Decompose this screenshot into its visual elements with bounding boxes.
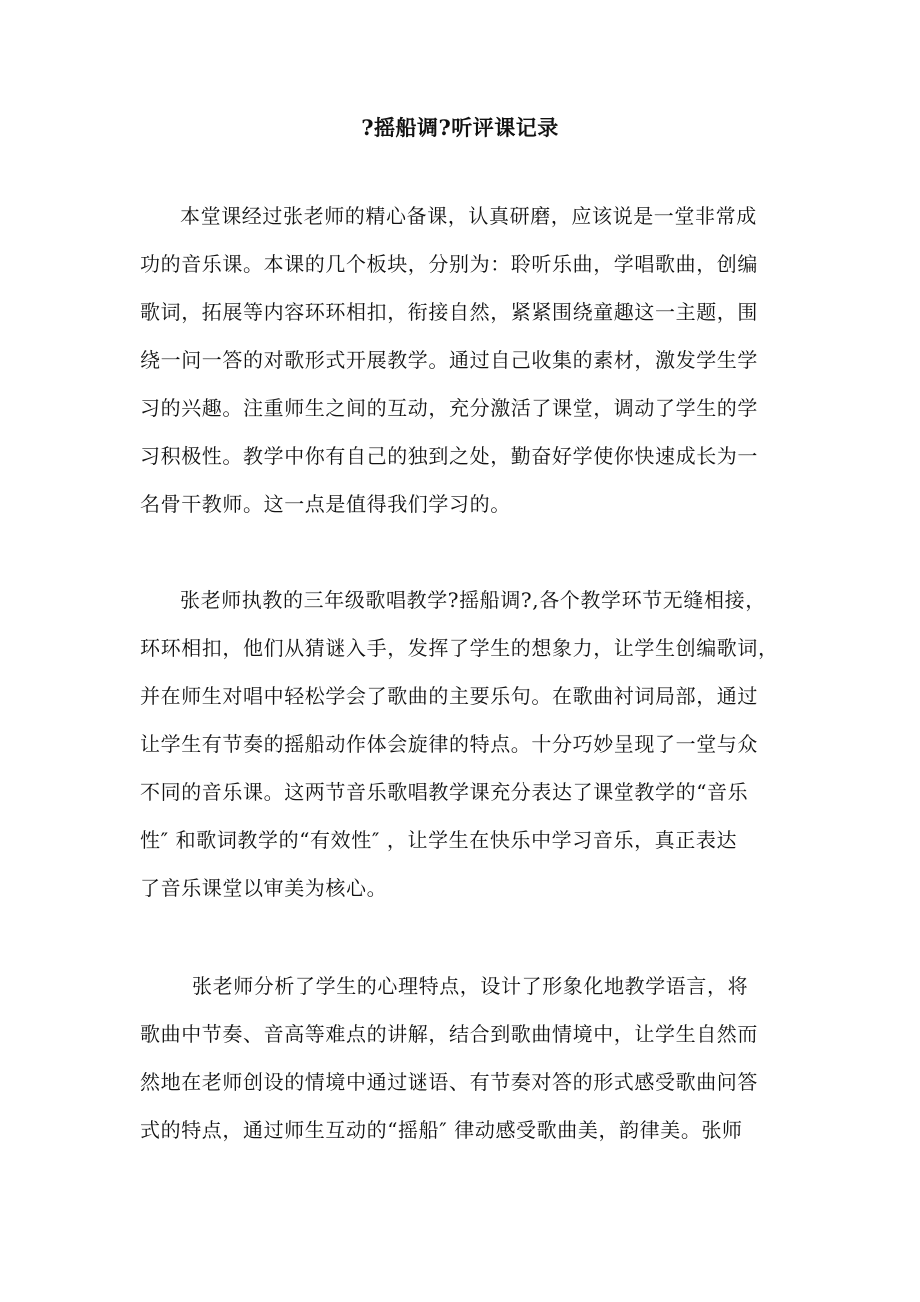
paragraph-line: 不同的音乐课。这两节音乐歌唱教学课充分表达了课堂教学的“音乐 xyxy=(140,780,749,804)
paragraph-line: 了音乐课堂以审美为核心。 xyxy=(140,876,388,900)
paragraph-line: 然地在老师创设的情境中通过谜语、有节奏对答的形式感受歌曲问答 xyxy=(140,1070,758,1094)
paragraph-2 xyxy=(140,576,800,912)
paragraph-line: 绕一问一答的对歌形式开展教学。通过自己收集的素材，激发学生学 xyxy=(140,348,758,372)
paragraph-line: 本堂课经过张老师的精心备课，认真研磨，应该说是一堂非常成 xyxy=(180,204,757,228)
paragraph-line: 张老师分析了学生的心理特点，设计了形象化地教学语言，将 xyxy=(192,974,749,998)
paragraph-line: 环环相扣，他们从猜谜入手，发挥了学生的想象力，让学生创编歌词， xyxy=(140,636,779,660)
paragraph-line: 性″ 和歌词教学的“有效性″ ，让学生在快乐中学习音乐，真正表达 xyxy=(140,828,738,852)
paragraph-3 xyxy=(140,962,800,1154)
document-title: ?摇船调?听评课记录 xyxy=(361,115,559,140)
paragraph-line: 并在师生对唱中轻松学会了歌曲的主要乐句。在歌曲衬词局部，通过 xyxy=(140,684,758,708)
paragraph-line: 让学生有节奏的摇船动作体会旋律的特点。十分巧妙呈现了一堂与众 xyxy=(140,732,758,756)
paragraph-line: 名骨干教师。这一点是值得我们学习的。 xyxy=(140,492,511,516)
paragraph-line: 张老师执教的三年级歌唱教学?摇船调?,各个教学环节无缝相接， xyxy=(180,588,766,612)
paragraph-1 xyxy=(140,192,800,528)
paragraph-line: 功的音乐课。本课的几个板块，分别为：聆听乐曲，学唱歌曲，创编 xyxy=(140,252,758,276)
paragraph-line: 式的特点，通过师生互动的“摇船″ 律动感受歌曲美，韵律美。张师 xyxy=(140,1118,743,1142)
paragraph-line: 习的兴趣。注重师生之间的互动，充分激活了课堂，调动了学生的学 xyxy=(140,396,758,420)
paragraph-line: 歌曲中节奏、音高等难点的讲解，结合到歌曲情境中，让学生自然而 xyxy=(140,1022,758,1046)
paragraph-line: 歌词，拓展等内容环环相扣，衔接自然，紧紧围绕童趣这一主题，围 xyxy=(140,300,758,324)
paragraph-line: 习积极性。教学中你有自己的独到之处，勤奋好学使你快速成长为一 xyxy=(140,444,758,468)
